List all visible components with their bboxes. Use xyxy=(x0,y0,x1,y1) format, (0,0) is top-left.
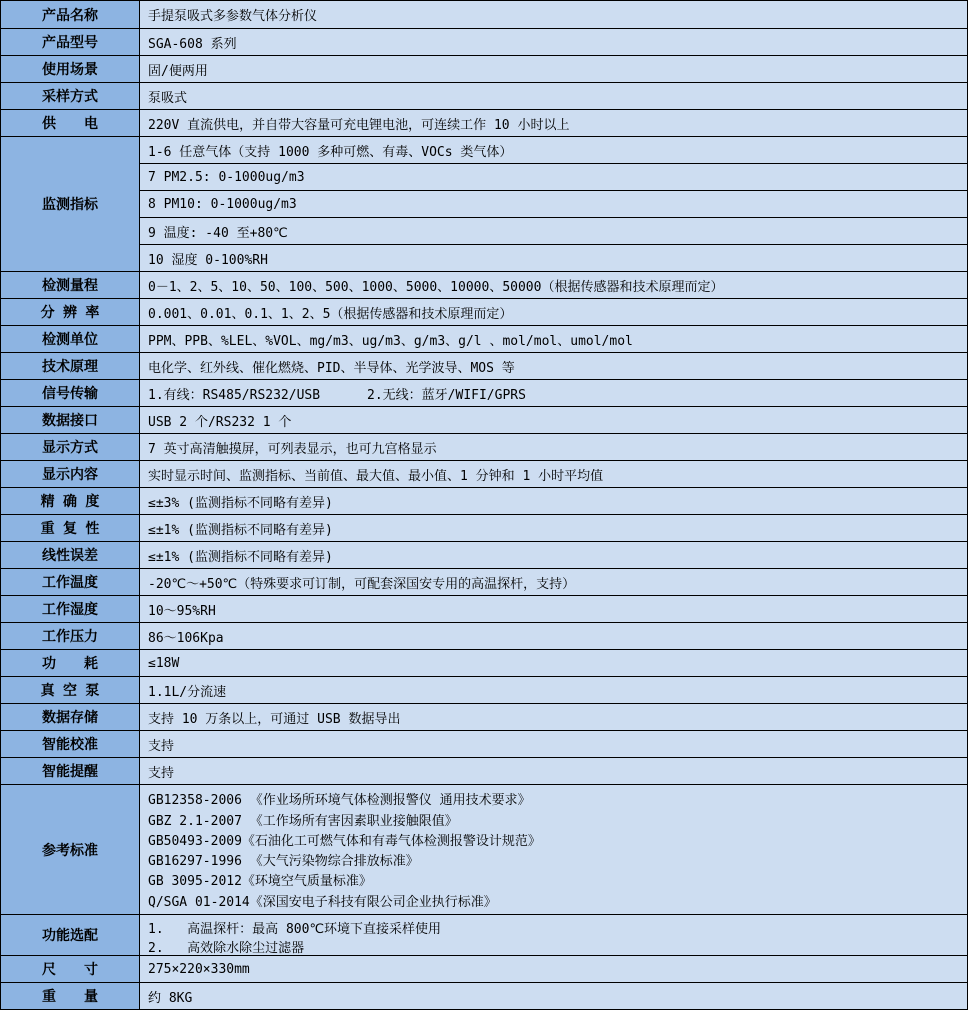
row-label: 智能校准 xyxy=(1,731,140,757)
spec-row-repeatability xyxy=(1,514,967,541)
row-label: 工作压力 xyxy=(1,623,140,649)
spec-row-power-consumption xyxy=(1,649,967,676)
row-label: 重 复 性 xyxy=(1,515,140,541)
row-label: 智能提醒 xyxy=(1,758,140,784)
row-value: PPM、PPB、%LEL、%VOL、mg/m3、ug/m3、g/m3、g/l 、mol/mol、umol/mol xyxy=(140,326,967,352)
row-label: 分 辨 率 xyxy=(1,299,140,325)
row-label: 功能选配 xyxy=(1,915,140,955)
row-value: 275×220×330mm xyxy=(140,956,967,982)
row-label: 工作湿度 xyxy=(1,596,140,622)
row-value: ≤±1% (监测指标不同略有差异) xyxy=(140,515,967,541)
row-value: 1.有线：RS485/RS232/USB 2.无线：蓝牙/WIFI/GPRS xyxy=(140,380,967,406)
standard-line: GB 3095-2012《环境空气质量标准》 xyxy=(148,874,372,890)
standard-line: GB12358-2006 《作业场所环境气体检测报警仪 通用技术要求》 xyxy=(148,793,531,809)
row-label: 功 耗 xyxy=(1,650,140,676)
spec-row-detection-unit xyxy=(1,325,967,352)
row-value-lines xyxy=(140,915,967,955)
monitoring-item: 8 PM10: 0-1000ug/m3 xyxy=(140,190,967,217)
row-value: ≤±3% (监测指标不同略有差异) xyxy=(140,488,967,514)
row-value: 0.001、0.01、0.1、1、2、5（根据传感器和技术原理而定） xyxy=(140,299,967,325)
row-value: 电化学、红外线、催化燃烧、PID、半导体、光学波导、MOS 等 xyxy=(140,353,967,379)
row-value: 支持 xyxy=(140,731,967,757)
spec-row-detection-range xyxy=(1,271,967,298)
spec-row-sampling-method xyxy=(1,82,967,109)
spec-row-weight xyxy=(1,982,967,1009)
option-line: 1. 高温探杆：最高 800℃环境下直接采样使用 xyxy=(148,922,442,937)
row-value: ≤±1% (监测指标不同略有差异) xyxy=(140,542,967,568)
row-label: 尺 寸 xyxy=(1,956,140,982)
row-label: 重 量 xyxy=(1,983,140,1009)
row-label: 产品型号 xyxy=(1,29,140,55)
standard-line: GB16297-1996 《大气污染物综合排放标准》 xyxy=(148,854,419,870)
spec-row-working-pressure xyxy=(1,622,967,649)
spec-row-working-humidity xyxy=(1,595,967,622)
row-label: 技术原理 xyxy=(1,353,140,379)
spec-row-dimensions xyxy=(1,955,967,982)
monitoring-item: 10 湿度 0-100%RH xyxy=(140,244,967,271)
standard-line: GBZ 2.1-2007 《工作场所有害因素职业接触限值》 xyxy=(148,813,458,829)
row-label: 采样方式 xyxy=(1,83,140,109)
row-label: 数据存储 xyxy=(1,704,140,730)
spec-row-vacuum-pump xyxy=(1,676,967,703)
row-label: 线性误差 xyxy=(1,542,140,568)
row-value: 支持 xyxy=(140,758,967,784)
spec-row-smart-calibration xyxy=(1,730,967,757)
standard-line: Q/SGA 01-2014《深国安电子科技有限公司企业执行标准》 xyxy=(148,894,497,910)
row-value-lines xyxy=(140,785,967,914)
row-value: 手提泵吸式多参数气体分析仪 xyxy=(140,1,967,28)
spec-row-working-temperature xyxy=(1,568,967,595)
option-line: 2. 高效除水除尘过滤器 xyxy=(148,941,305,956)
row-value: 固/便两用 xyxy=(140,56,967,82)
row-label: 产品名称 xyxy=(1,1,140,28)
row-label: 精 确 度 xyxy=(1,488,140,514)
spec-row-data-storage xyxy=(1,703,967,730)
spec-row-usage-scenario xyxy=(1,55,967,82)
row-value: SGA-608 系列 xyxy=(140,29,967,55)
monitoring-item: 1-6 任意气体（支持 1000 多种可燃、有毒、VOCs 类气体） xyxy=(148,144,513,160)
spec-row-monitoring-indicators xyxy=(1,136,967,271)
row-value-stack xyxy=(140,137,967,271)
monitoring-item: 7 PM2.5: 0-1000ug/m3 xyxy=(140,163,967,190)
row-label: 检测量程 xyxy=(1,272,140,298)
spec-row-signal-transmission xyxy=(1,379,967,406)
row-label: 监测指标 xyxy=(1,137,140,271)
row-value: 220V 直流供电，并自带大容量可充电锂电池，可连续工作 10 小时以上 xyxy=(140,110,967,136)
row-value: -20℃～+50℃（特殊要求可订制，可配套深国安专用的高温探杆，支持） xyxy=(140,569,967,595)
spec-row-product-name xyxy=(1,1,967,28)
spec-row-technical-principle xyxy=(1,352,967,379)
row-label: 信号传输 xyxy=(1,380,140,406)
spec-row-smart-reminder xyxy=(1,757,967,784)
row-value: 约 8KG xyxy=(140,983,967,1009)
row-label: 检测单位 xyxy=(1,326,140,352)
row-label: 参考标准 xyxy=(1,785,140,914)
spec-row-data-interface xyxy=(1,406,967,433)
row-value: USB 2 个/RS232 1 个 xyxy=(140,407,967,433)
row-label: 使用场景 xyxy=(1,56,140,82)
row-value: 86～106Kpa xyxy=(140,623,967,649)
spec-row-optional-features xyxy=(1,914,967,955)
row-label: 真 空 泵 xyxy=(1,677,140,703)
spec-row-linearity-error xyxy=(1,541,967,568)
spec-row-product-model xyxy=(1,28,967,55)
spec-row-reference-standards xyxy=(1,784,967,914)
spec-row-display-content xyxy=(1,460,967,487)
row-value: 支持 10 万条以上，可通过 USB 数据导出 xyxy=(140,704,967,730)
spec-row-resolution xyxy=(1,298,967,325)
row-value: 7 英寸高清触摸屏，可列表显示，也可九宫格显示 xyxy=(140,434,967,460)
row-value: 1.1L/分流速 xyxy=(140,677,967,703)
monitoring-item: 9 温度: -40 至+80℃ xyxy=(140,217,967,244)
row-label: 显示内容 xyxy=(1,461,140,487)
row-label: 工作温度 xyxy=(1,569,140,595)
spec-row-display-mode xyxy=(1,433,967,460)
row-value: ≤18W xyxy=(140,650,967,676)
row-label: 供 电 xyxy=(1,110,140,136)
spec-row-power-supply xyxy=(1,109,967,136)
row-label: 显示方式 xyxy=(1,434,140,460)
row-value: 10～95%RH xyxy=(140,596,967,622)
row-value: 0－1、2、5、10、50、100、500、1000、5000、10000、50000（根据传感器和技术原理而定） xyxy=(140,272,967,298)
spec-row-accuracy xyxy=(1,487,967,514)
standard-line: GB50493-2009《石油化工可燃气体和有毒气体检测报警设计规范》 xyxy=(148,833,541,849)
row-value: 泵吸式 xyxy=(140,83,967,109)
row-label: 数据接口 xyxy=(1,407,140,433)
row-value: 实时显示时间、监测指标、当前值、最大值、最小值、1 分钟和 1 小时平均值 xyxy=(140,461,967,487)
